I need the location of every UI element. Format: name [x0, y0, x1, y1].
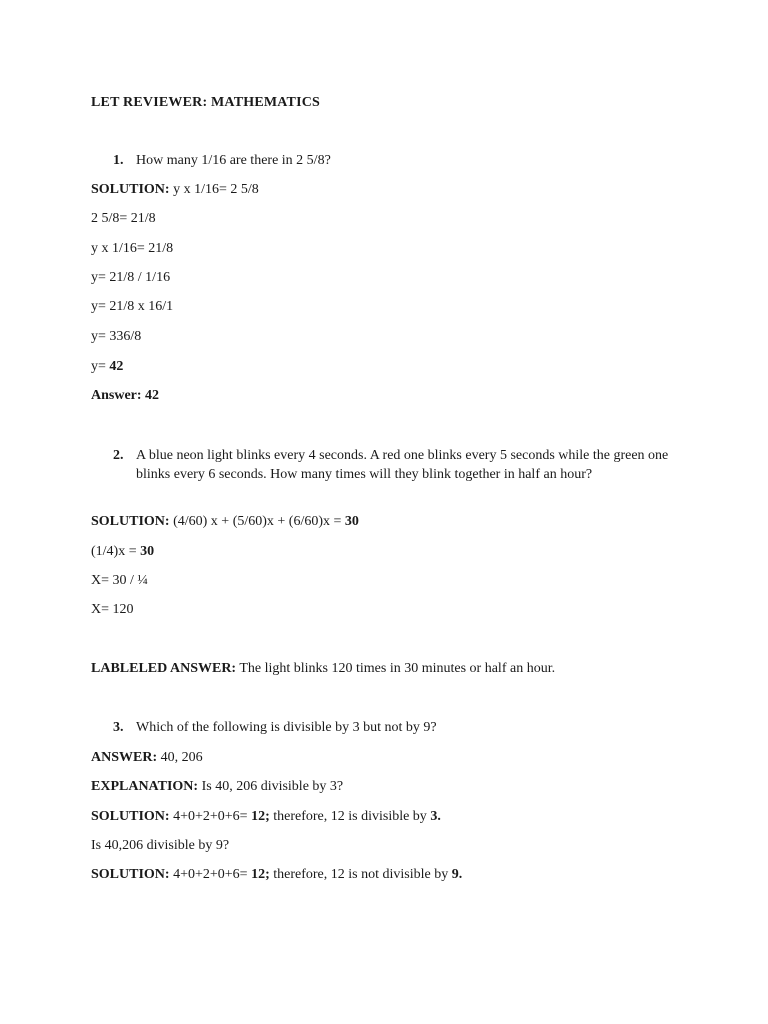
q3-sol1-label: SOLUTION:	[91, 809, 170, 824]
q1-final-value: 42	[109, 359, 124, 374]
q2-step-1-value: 30	[140, 544, 155, 559]
q1-solution-text: y x 1/16= 2 5/8	[169, 182, 259, 197]
q1-final	[91, 359, 123, 375]
q3-explanation	[91, 779, 343, 795]
q3-answer-text: 40, 206	[157, 750, 203, 765]
question-3-text: Which of the following is divisible by 3 but not by 9?	[136, 720, 437, 735]
q2-step-1	[91, 544, 154, 560]
q3-sol1-value: 12;	[251, 809, 270, 824]
q3-explanation-label: EXPLANATION:	[91, 779, 199, 794]
question-2-number: 2.	[113, 448, 124, 463]
q3-answer	[91, 750, 203, 766]
q3-sol2-end: 9.	[451, 867, 463, 882]
q3-sol2-rest: therefore, 12 is not divisible by	[269, 867, 452, 882]
document-title: LET REVIEWER: MATHEMATICS	[91, 95, 321, 110]
q1-step-3: y= 21/8 / 1/16	[91, 270, 171, 285]
q1-final-prefix: y=	[91, 359, 110, 374]
q3-sol2-value: 12;	[251, 867, 270, 882]
q3-explanation-text: Is 40, 206 divisible by 3?	[198, 779, 344, 794]
q3-sol1-end: 3.	[430, 809, 441, 824]
q1-answer	[91, 388, 159, 404]
q3-question-2: Is 40,206 divisible by 9?	[91, 838, 230, 853]
q2-solution-value: 30	[344, 514, 359, 529]
q1-answer-text: Answer: 42	[91, 388, 160, 403]
q1-solution	[91, 182, 259, 198]
q2-labeled-text: The light blinks 120 times in 30 minutes or half an hour.	[236, 661, 556, 676]
q2-solution	[91, 514, 359, 530]
q1-solution-label: SOLUTION:	[91, 182, 170, 197]
q3-sol1-rest: therefore, 12 is divisible by	[269, 809, 431, 824]
q1-step-4: y= 21/8 x 16/1	[91, 299, 174, 314]
q2-labeled-label: LABLELED ANSWER:	[91, 661, 237, 676]
q1-step-5: y= 336/8	[91, 329, 142, 344]
q2-step-2: X= 30 / ¼	[91, 573, 148, 588]
q3-answer-label: ANSWER:	[91, 750, 158, 765]
q2-solution-text: (4/60) x + (5/60)x + (6/60)x =	[169, 514, 345, 529]
q2-step-1-text: (1/4)x =	[91, 544, 141, 559]
q2-step-3: X= 120	[91, 602, 134, 617]
q3-solution-1	[91, 809, 441, 825]
question-2-text: A blue neon light blinks every 4 seconds. A red one blinks every 5 seconds while the green one blinks every 6 seconds. How many times will they blink together in half an hour?	[136, 448, 669, 482]
q2-solution-label: SOLUTION:	[91, 514, 170, 529]
q1-step-2: y x 1/16= 21/8	[91, 241, 174, 256]
q3-sol2-text: 4+0+2+0+6=	[169, 867, 252, 882]
q3-solution-2	[91, 867, 462, 883]
q2-labeled-answer	[91, 661, 555, 677]
q1-step-1: 2 5/8= 21/8	[91, 211, 156, 226]
question-3-number: 3.	[113, 720, 124, 735]
question-1-number: 1.	[113, 153, 124, 168]
question-1-text: How many 1/16 are there in 2 5/8?	[136, 153, 331, 168]
q3-sol1-text: 4+0+2+0+6=	[169, 809, 252, 824]
q3-sol2-label: SOLUTION:	[91, 867, 170, 882]
